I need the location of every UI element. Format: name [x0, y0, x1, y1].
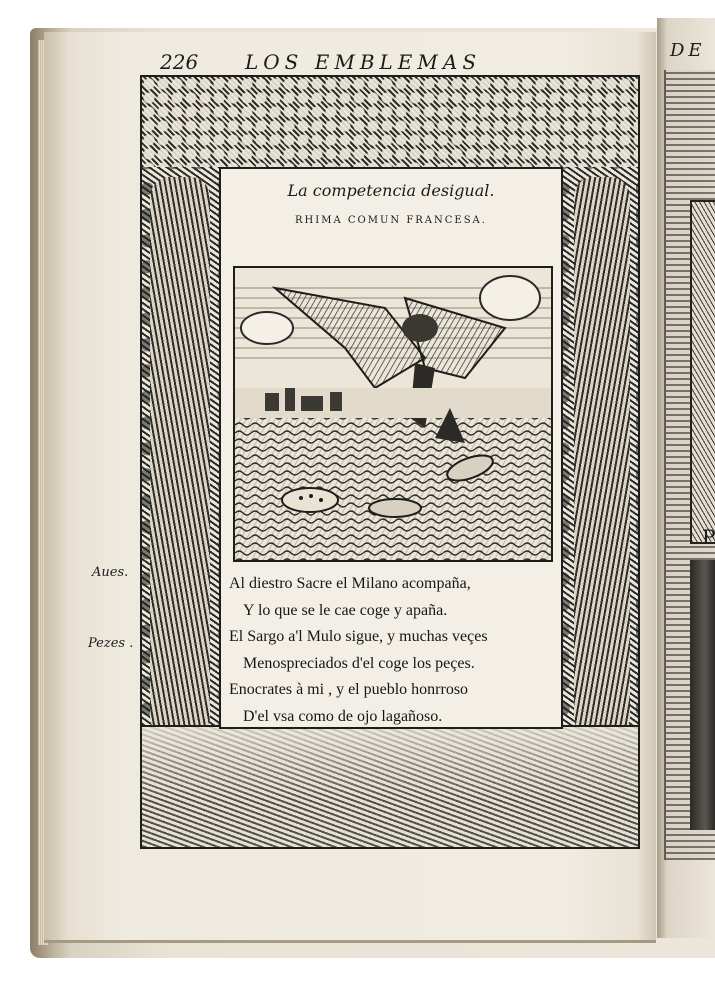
foliage-ornament	[142, 77, 638, 167]
verse-line: El Sargo a'l Mulo sigue, y muchas veçes	[229, 628, 488, 645]
tree-trunk-left	[150, 177, 210, 737]
running-head: LOS EMBLEMAS	[245, 50, 482, 74]
facing-page-header: DE	[670, 40, 706, 61]
verse-line: Al diestro Sacre el Milano acompaña,	[229, 575, 471, 592]
emblem-title: La competencia desigual.	[287, 181, 495, 200]
verse-line: Menospreciados d'el coge los peçes.	[243, 654, 475, 672]
margin-note-pezes: Pezes .	[88, 636, 134, 651]
page-number: 226	[160, 50, 199, 74]
eagle-and-fish-woodcut	[235, 268, 551, 560]
verse-line: Enocrates à mi , y el pueblo honrroso	[229, 681, 469, 698]
facing-page-letter: P	[702, 525, 715, 549]
landscape-ornament	[142, 725, 638, 847]
emblem-panel	[219, 167, 563, 729]
margin-note-aves: Aues.	[92, 565, 129, 580]
emblem-subtitle: RHIMA COMUN FRANCESA.	[295, 215, 487, 226]
tree-trunk-right	[574, 177, 630, 737]
facing-page-column	[690, 560, 715, 830]
emblem-verse	[229, 571, 559, 730]
verse-line: Y lo que se le cae coge y apaña.	[243, 601, 448, 619]
verse-line: D'el vsa como de ojo lagañoso.	[243, 707, 443, 725]
facing-page-woodcut	[690, 200, 715, 544]
emblem-illustration	[233, 266, 553, 562]
woodcut-border	[140, 75, 640, 849]
